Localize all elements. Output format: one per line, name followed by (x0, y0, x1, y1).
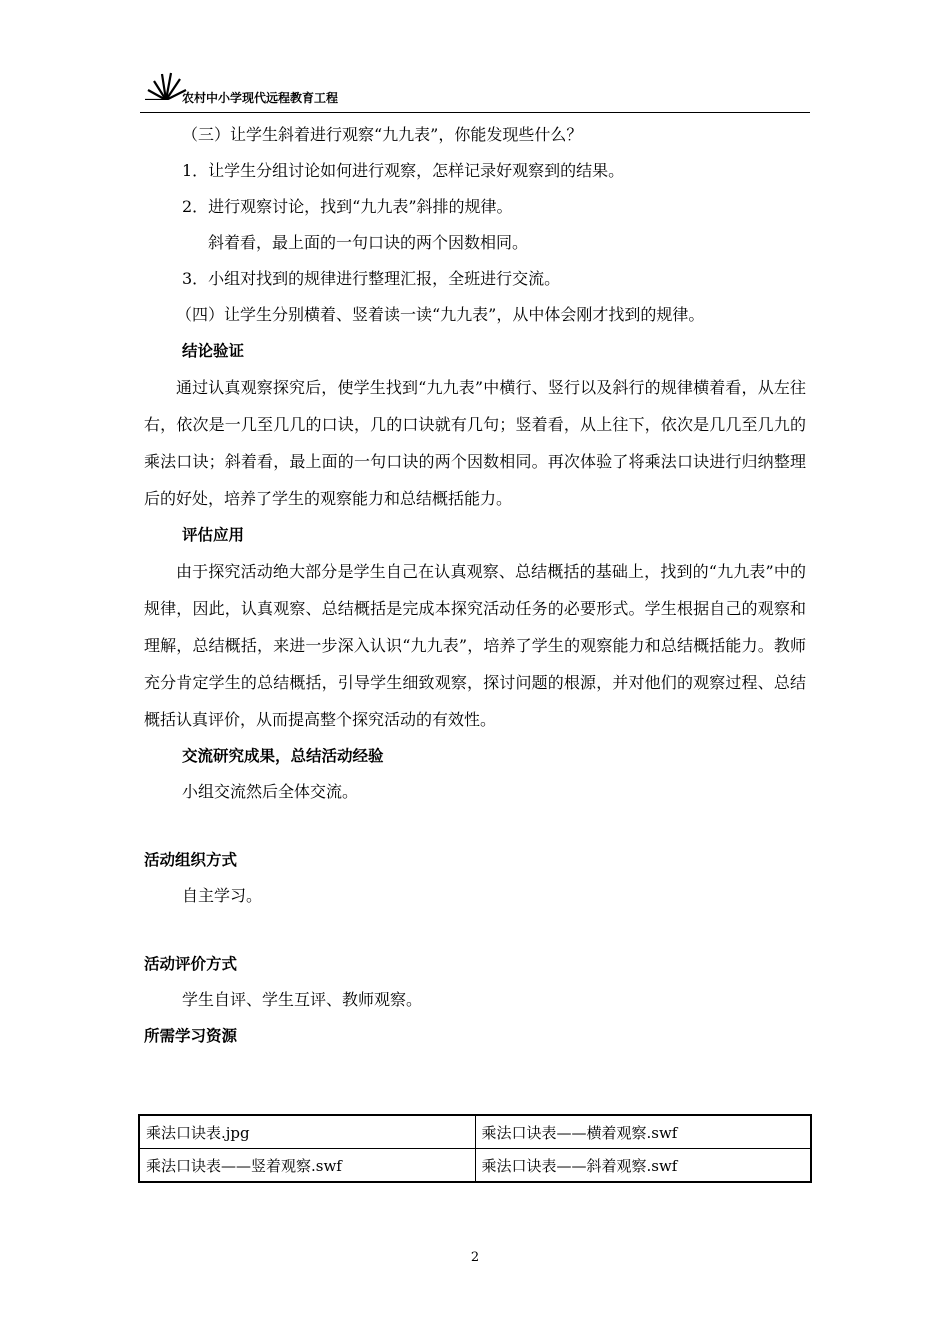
page-header (140, 62, 810, 116)
paragraph: 通过认真观察探究后，使学生找到“九九表”中横行、竖行以及斜行的规律横着看，从左往右，依次是一几至几几的口诀，几的口诀就有几句；竖着看，从上往下，依次是几几至几九的乘法口诀；斜着看，最上面的一句口诀的两个因数相同。再次体验了将乘法口诀进行归纳整理后的好处，培养了学生的观察能力和总结概括能力。 (144, 378, 806, 508)
text-line: 1．让学生分组讨论如何进行观察，怎样记录好观察到的结果。 (182, 161, 625, 180)
section-heading: 结论验证 (182, 342, 245, 360)
text-line: 斜着看，最上面的一句口诀的两个因数相同。 (208, 233, 529, 252)
table-cell: 乘法口诀表——竖着观察.swf (139, 1149, 475, 1183)
table-cell: 乘法口诀表.jpg (139, 1115, 475, 1149)
sunburst-logo-icon (140, 62, 188, 108)
organization-name: 农村中小学现代远程教育工程 (182, 91, 339, 105)
text-line: （三）让学生斜着进行观察“九九表”，你能发现些什么？ (182, 125, 583, 144)
page-number: 2 (470, 1250, 480, 1265)
section-heading: 评估应用 (182, 526, 245, 544)
section-heading: 交流研究成果，总结活动经验 (182, 747, 384, 765)
text-line: （四）让学生分别横着、竖着读一读“九九表”，从中体会刚才找到的规律。 (176, 305, 705, 324)
text-line: 小组交流然后全体交流。 (182, 782, 359, 801)
text-line: 自主学习。 (182, 886, 263, 905)
table-row (139, 1115, 811, 1149)
section-heading: 活动组织方式 (144, 851, 238, 869)
text-line: 2．进行观察讨论，找到“九九表”斜排的规律。 (182, 197, 513, 216)
text-line: 学生自评、学生互评、教师观察。 (182, 990, 423, 1009)
text-line: 3．小组对找到的规律进行整理汇报，全班进行交流。 (182, 269, 561, 288)
table-cell: 乘法口诀表——斜着观察.swf (475, 1149, 811, 1183)
table-cell: 乘法口诀表——横着观察.swf (475, 1115, 811, 1149)
document-body (144, 117, 806, 1054)
paragraph: 由于探究活动绝大部分是学生自己在认真观察、总结概括的基础上，找到的“九九表”中的规律，因此，认真观察、总结概括是完成本探究活动任务的必要形式。学生根据自己的观察和理解，总结概括，来进一步深入认识“九九表”，培养了学生的观察能力和总结概括能力。教师充分肯定学生的总结概括，引导学生细致观察，探讨问题的根源，并对他们的观察过程、总结概括认真评价，从而提高整个探究活动的有效性。 (144, 562, 806, 729)
resources-table (138, 1114, 812, 1183)
section-heading: 活动评价方式 (144, 955, 238, 973)
table-row (139, 1149, 811, 1183)
section-heading: 所需学习资源 (144, 1027, 238, 1045)
header-rule (140, 112, 810, 113)
